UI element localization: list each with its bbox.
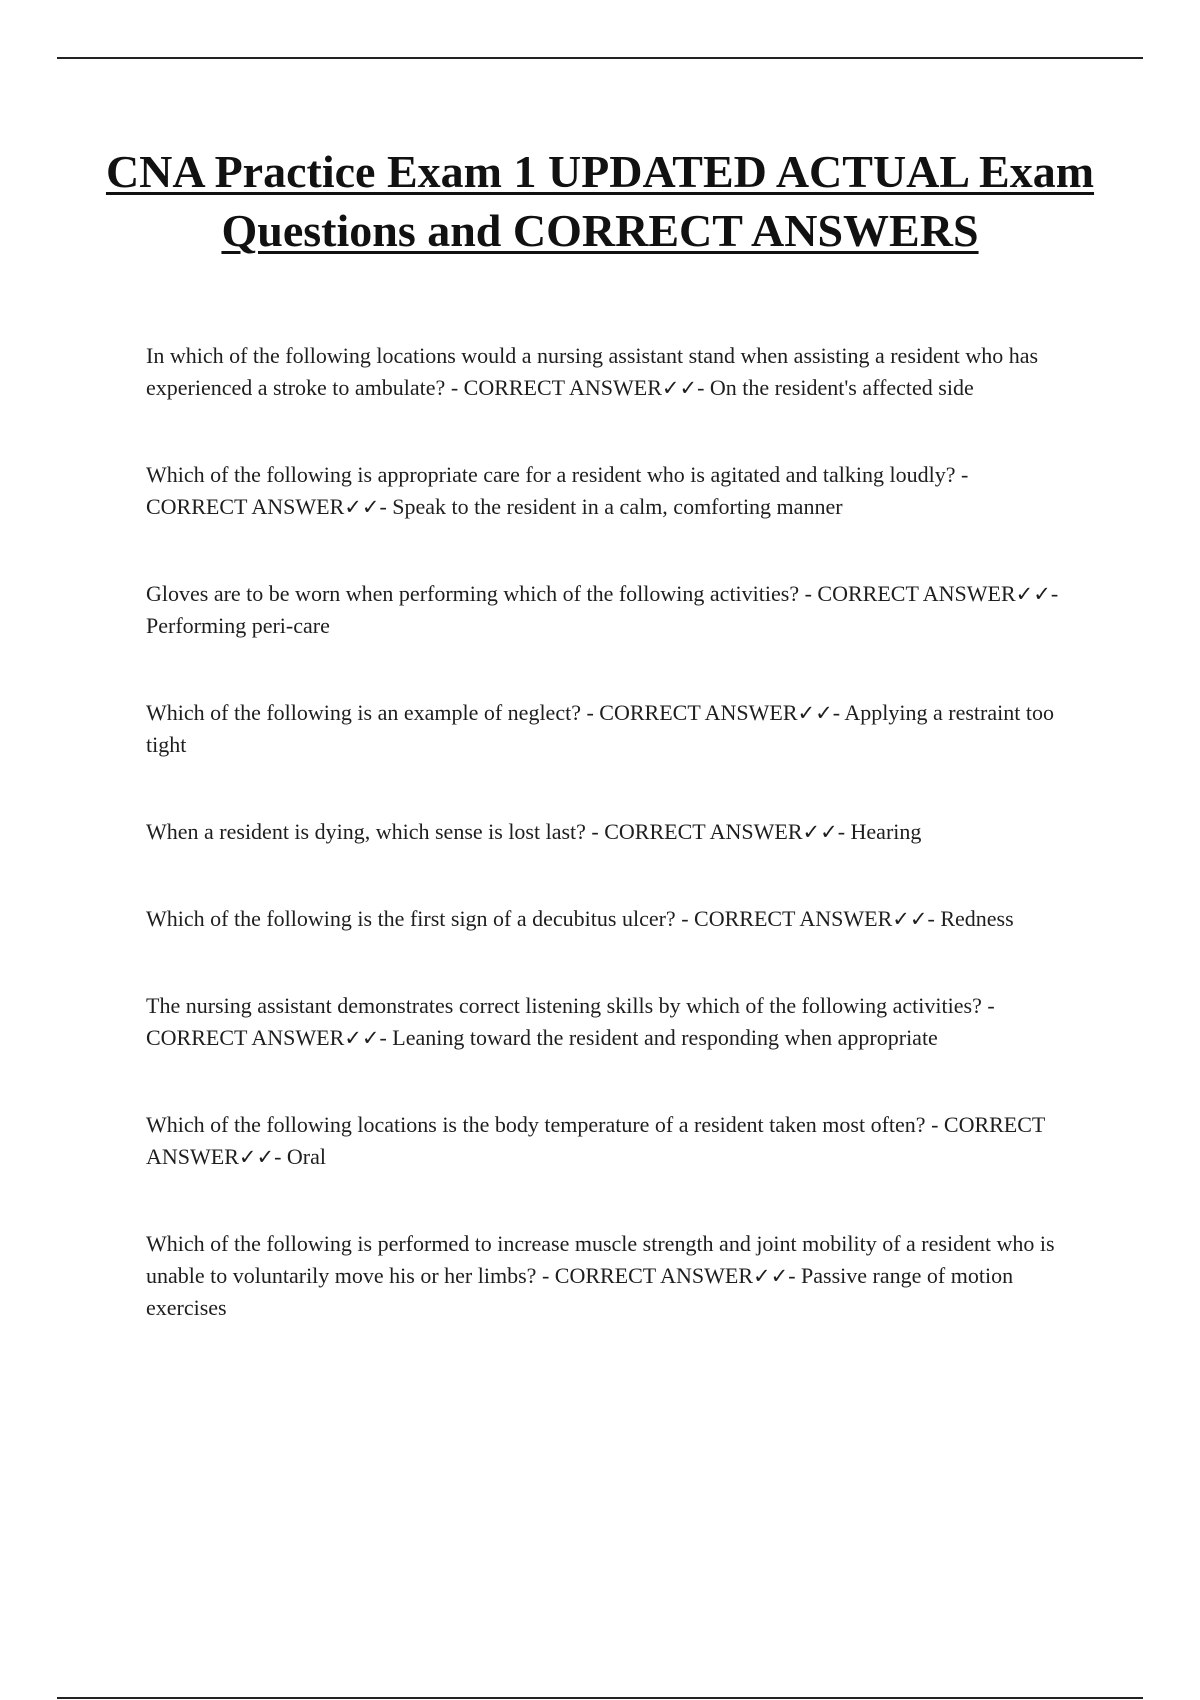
answer-text: Applying a restraint too tight — [146, 700, 1054, 757]
question-text: Which of the following locations is the body temperature of a resident taken most often? — [146, 1112, 926, 1137]
check-marks-icon: ✓✓ — [802, 820, 838, 844]
check-marks-icon: ✓✓ — [753, 1264, 789, 1288]
check-marks-icon: ✓✓ — [797, 701, 833, 725]
qa-item: The nursing assistant demonstrates correct listening skills by which of the following activities? - CORRECT ANSWER✓✓- Leaning toward the resident and responding when appropriate — [146, 993, 995, 1050]
answer-marker: CORRECT ANSWER — [817, 581, 1016, 606]
answer-text: Hearing — [850, 819, 922, 844]
qa-item: Which of the following is performed to increase muscle strength and joint mobility of a resident who is unable to voluntarily move his or her limbs? - CORRECT ANSWER✓✓- Passive range of motion exercises — [146, 1231, 1055, 1320]
check-marks-icon: ✓✓ — [661, 376, 698, 400]
check-marks-icon: ✓✓ — [892, 907, 928, 931]
qa-item: Which of the following is the first sign of a decubitus ulcer? - CORRECT ANSWER✓✓- Redness — [146, 906, 1014, 931]
answer-marker: CORRECT ANSWER — [599, 700, 798, 725]
answer-marker: CORRECT ANSWER — [146, 1112, 1045, 1169]
answer-marker: CORRECT ANSWER — [146, 494, 345, 519]
qa-item: Which of the following is appropriate care for a resident who is agitated and talking loudly? - CORRECT ANSWER✓✓- Speak to the resident in a calm, comforting manner — [146, 462, 969, 519]
answer-marker: CORRECT ANSWER — [463, 375, 662, 400]
question-text: In which of the following locations would a nursing assistant stand when assisting a resident who has experienced a stroke to ambulate? — [146, 343, 1039, 400]
question-text: Which of the following is performed to increase muscle strength and joint mobility of a resident who is unable to voluntarily move his or her limbs? — [146, 1231, 1055, 1288]
qa-item: In which of the following locations would a nursing assistant stand when assisting a resident who has experienced a stroke to ambulate? - CORRECT ANSWER✓✓- On the resident's affected side — [146, 343, 1039, 400]
answer-text: On the resident's affected side — [709, 375, 974, 400]
answer-marker: CORRECT ANSWER — [146, 1025, 345, 1050]
check-marks-icon: ✓✓ — [344, 495, 380, 519]
bottom-rule — [57, 1697, 1143, 1699]
answer-text: Passive range of motion exercises — [146, 1263, 1014, 1320]
answer-marker: CORRECT ANSWER — [604, 819, 803, 844]
qa-item: When a resident is dying, which sense is lost last? - CORRECT ANSWER✓✓- Hearing — [146, 819, 922, 844]
question-text: Which of the following is the first sign of a decubitus ulcer? — [146, 906, 676, 931]
check-marks-icon: ✓✓ — [1015, 582, 1051, 606]
answer-marker: CORRECT ANSWER — [694, 906, 893, 931]
question-text: When a resident is dying, which sense is lost last? — [146, 819, 586, 844]
check-marks-icon: ✓✓ — [344, 1026, 380, 1050]
qa-item: Gloves are to be worn when performing which of the following activities? - CORRECT ANSWER✓✓- Performing peri-care — [146, 581, 1059, 638]
top-rule — [57, 57, 1143, 59]
answer-text: Leaning toward the resident and responding when appropriate — [392, 1025, 938, 1050]
question-text: Gloves are to be worn when performing which of the following activities? — [146, 581, 800, 606]
question-text: The nursing assistant demonstrates correct listening skills by which of the following activities? — [146, 993, 982, 1018]
qa-list — [146, 340, 1070, 1324]
document-title: CNA Practice Exam 1 UPDATED ACTUAL Exam Questions and CORRECT ANSWERS — [105, 146, 1095, 256]
answer-marker: CORRECT ANSWER — [554, 1263, 754, 1288]
question-text: Which of the following is appropriate care for a resident who is agitated and talking loudly? — [146, 462, 956, 487]
answer-text: Performing peri-care — [146, 613, 330, 638]
check-marks-icon: ✓✓ — [238, 1145, 275, 1169]
qa-item: Which of the following locations is the body temperature of a resident taken most often? - CORRECT ANSWER✓✓- Oral — [146, 1112, 1045, 1169]
answer-text: Speak to the resident in a calm, comforting manner — [392, 494, 843, 519]
answer-text: Redness — [940, 906, 1014, 931]
question-text: Which of the following is an example of neglect? — [146, 700, 581, 725]
qa-item: Which of the following is an example of neglect? - CORRECT ANSWER✓✓- Applying a restraint too tight — [146, 700, 1054, 757]
answer-text: Oral — [286, 1144, 327, 1169]
